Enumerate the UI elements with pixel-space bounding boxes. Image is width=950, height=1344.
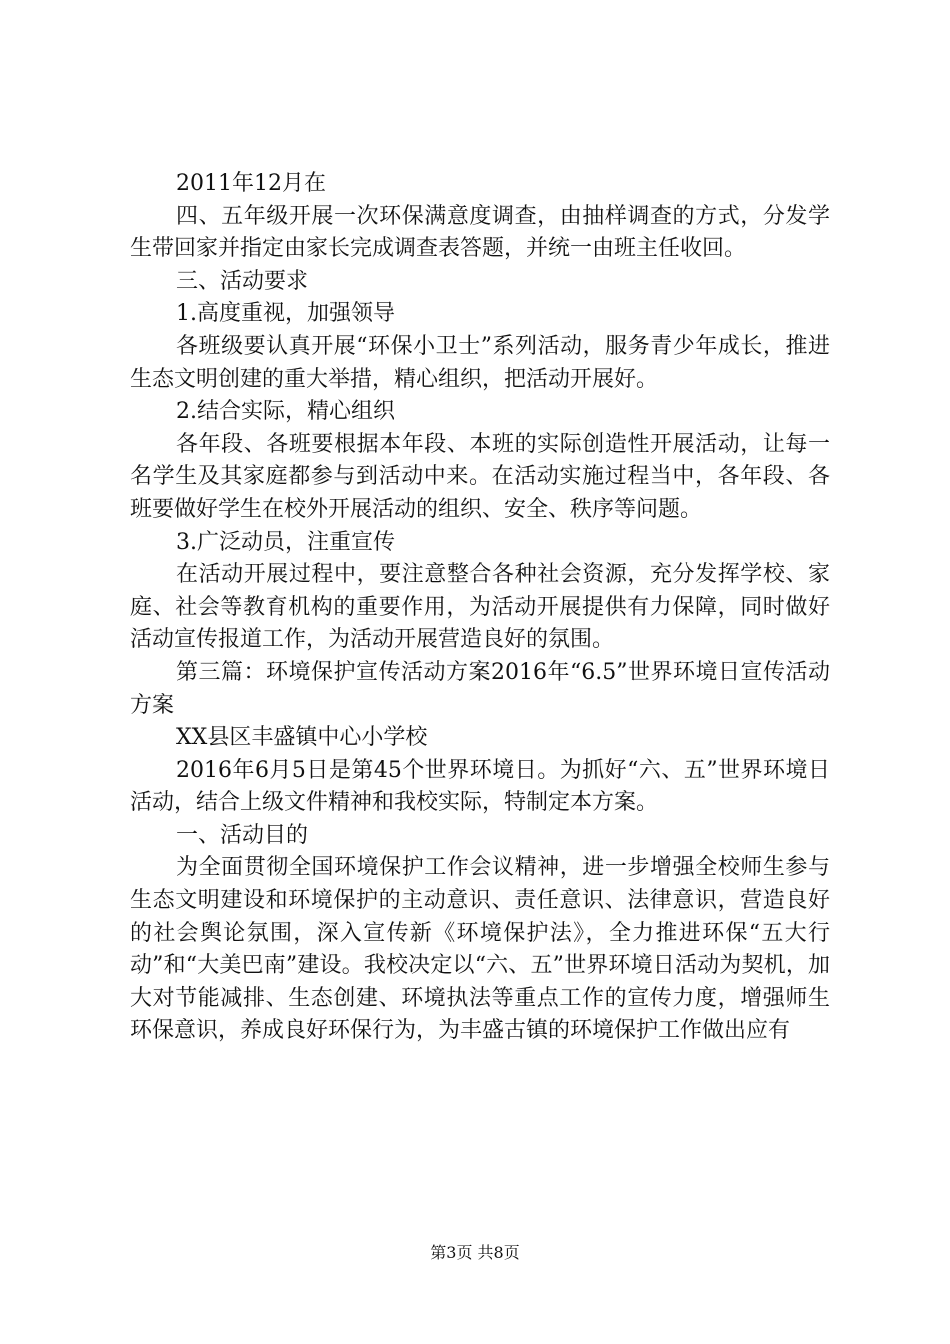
section-title: 第三篇：环境保护宣传活动方案2016年“6.5”世界环境日宣传活动方案 (130, 659, 830, 718)
heading-requirements: 三、活动要求 (176, 268, 309, 294)
subheading-1: 1.高度重视，加强领导 (176, 301, 395, 327)
subheading-3: 3.广泛动员，注重宣传 (176, 529, 395, 555)
paragraph-survey: 四、五年级开展一次环保满意度调查，由抽样调查的方式，分发学生带回家并指定由家长完成调查表答题，并统一由班主任收回。 (130, 203, 830, 262)
page-footer: 第3页 共8页 (430, 1243, 520, 1262)
document-body (130, 168, 830, 1048)
paragraph-date: 2011年12月在 (176, 171, 326, 196)
subheading-2: 2.结合实际，精心组织 (176, 399, 395, 425)
paragraph-3: 在活动开展过程中，要注意整合各种社会资源，充分发挥学校、家庭、社会等教育机构的重要作用，为活动开展提供有力保障，同时做好活动宣传报道工作，为活动开展营造良好的氛围。 (130, 562, 830, 653)
school-name: XX县区丰盛镇中心小学校 (176, 725, 428, 751)
paragraph-2: 各年段、各班要根据本年段、本班的实际创造性开展活动，让每一名学生及其家庭都参与到活动中来。在活动实施过程当中，各年段、各班要做好学生在校外开展活动的组织、安全、秩序等问题。 (130, 431, 830, 522)
heading-purpose: 一、活动目的 (176, 822, 309, 848)
paragraph-intro: 2016年6月5日是第45个世界环境日。为抓好“六、五”世界环境日活动，结合上级文件精神和我校实际，特制定本方案。 (130, 757, 830, 816)
paragraph-purpose: 为全面贯彻全国环境保护工作会议精神，进一步增强全校师生参与生态文明建设和环境保护的主动意识、责任意识、法律意识，营造良好的社会舆论氛围，深入宣传新《环境保护法》，全力推进环保“五大行动”和“大美巴南”建设。我校决定以“六、五”世界环境日活动为契机，加大对节能减排、生态创建、环境执法等重点工作的宣传力度，增强师生环保意识，养成良好环保行为，为丰盛古镇的环境保护工作做出应有 (130, 855, 830, 1044)
paragraph-1: 各班级要认真开展“环保小卫士”系列活动，服务青少年成长，推进生态文明创建的重大举措，精心组织，把活动开展好。 (130, 333, 830, 392)
